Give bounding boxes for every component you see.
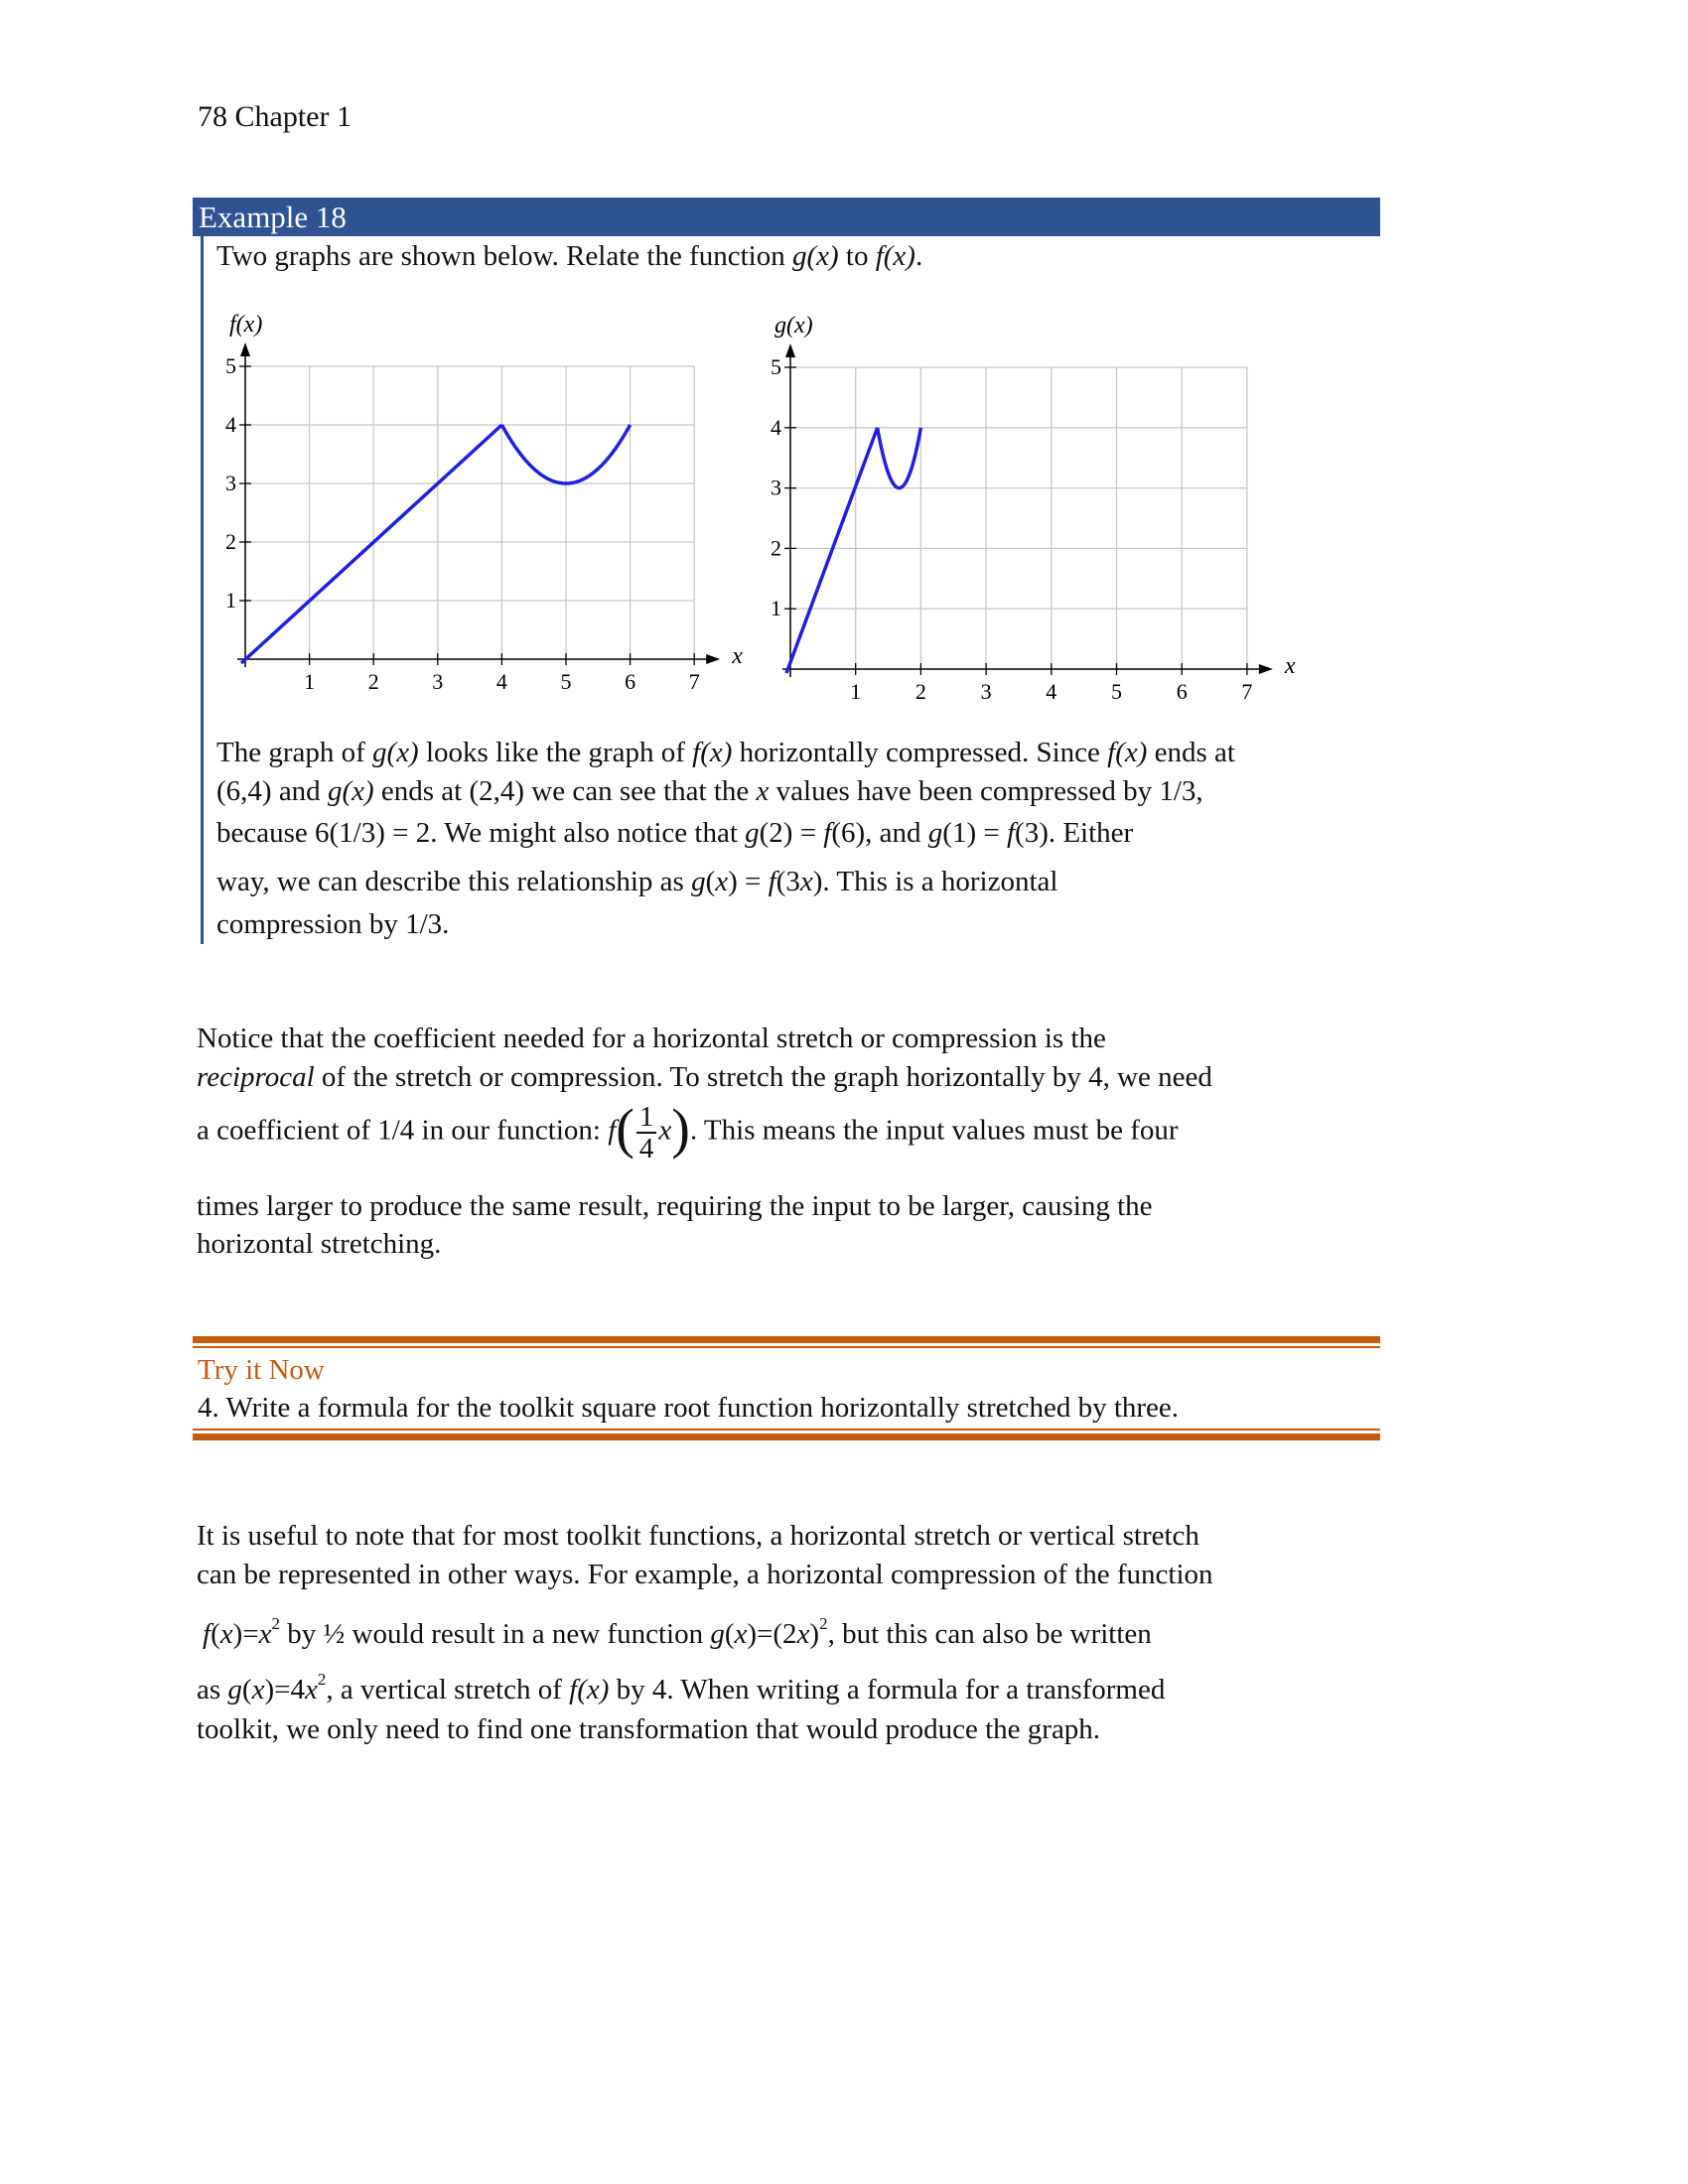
text-segment: )	[809, 1618, 820, 1650]
text-segment: f(x)	[1107, 737, 1148, 768]
x-tick-label: 2	[914, 679, 926, 704]
x-tick-label: 7	[1241, 679, 1253, 704]
y-axis-arrow-icon	[785, 343, 795, 357]
formula-f: f	[608, 1114, 617, 1147]
text-segment: reciprocal	[197, 1061, 315, 1093]
y-axis-label: f(x)	[229, 312, 263, 338]
y-tick-label: 2	[771, 535, 781, 561]
x-axis-label: x	[1284, 653, 1296, 679]
text-segment: f(x)	[875, 240, 915, 272]
text-segment: looks like the graph of	[418, 737, 693, 768]
text-segment: of the stretch or compression. To stretch the graph horizontally by 4, we need	[314, 1061, 1212, 1093]
y-tick-label: 4	[771, 414, 781, 440]
text-segment: x	[251, 1674, 265, 1706]
notice-line	[197, 1060, 1212, 1094]
x-tick-label: 6	[625, 669, 636, 694]
text-segment: ends at	[1147, 737, 1235, 768]
text-segment: It is useful to note that for most toolkit functions, a horizontal stretch or vertical stretch	[197, 1520, 1199, 1552]
try-it-bottom-bar	[193, 1433, 1380, 1440]
text-segment: x	[258, 1618, 272, 1650]
text-segment: )=	[232, 1618, 259, 1650]
notice-line	[197, 1189, 1153, 1223]
text-segment: x	[715, 866, 729, 897]
function-curve	[786, 428, 920, 673]
text-segment: x	[219, 1618, 233, 1650]
fraction	[636, 1102, 657, 1163]
x-tick-label: 7	[688, 669, 700, 694]
explanation-line	[216, 736, 1235, 769]
text-segment: because 6(1/3) = 2. We might also notice that	[216, 817, 746, 849]
numerator: 1	[636, 1102, 657, 1134]
page-header: 78 Chapter 1	[198, 100, 352, 133]
text-segment: compression by 1/3.	[216, 908, 450, 940]
text-segment: (	[724, 1618, 735, 1650]
explanation-line	[216, 816, 1133, 850]
text-segment: x	[799, 866, 813, 897]
text-segment: g	[227, 1674, 242, 1706]
text-segment: Notice that the coefficient needed for a horizontal stretch or compression is the	[197, 1023, 1106, 1054]
x-tick-label: 1	[850, 679, 862, 704]
text-segment: (6,4) and	[216, 775, 328, 807]
text-segment: horizontally compressed. Since	[732, 737, 1108, 768]
text-segment: , but this can also be written	[827, 1618, 1152, 1650]
example-left-border	[201, 236, 204, 944]
text-segment: g	[927, 817, 943, 849]
closing-line	[197, 1519, 1199, 1553]
x-tick-label: 1	[304, 669, 316, 694]
text-segment: times larger to produce the same result, requiring the input to be larger, causing the	[197, 1190, 1153, 1222]
text-segment: 2	[317, 1670, 327, 1689]
text-segment: f	[203, 1618, 211, 1650]
text-segment: f	[1006, 817, 1016, 849]
text-segment: horizontal stretching.	[197, 1228, 442, 1260]
x-axis-arrow-icon	[1259, 664, 1273, 674]
text-segment: values have been compressed by 1/3,	[769, 775, 1203, 807]
text-segment: g	[691, 866, 706, 897]
y-tick-label: 3	[225, 471, 236, 495]
text-segment: 2	[271, 1614, 280, 1633]
text-segment: (1) =	[942, 817, 1007, 849]
text-segment: toolkit, we only need to find one transformation that would produce the graph.	[197, 1713, 1101, 1745]
text-segment: g	[710, 1618, 725, 1650]
x-tick-label: 6	[1176, 679, 1188, 704]
closing-line	[197, 1712, 1100, 1746]
closing-line	[197, 1663, 1165, 1706]
try-it-top-rule	[193, 1346, 1380, 1348]
text-segment: (	[211, 1618, 220, 1650]
x-tick-label: 5	[560, 669, 572, 694]
notice-line	[197, 1022, 1106, 1055]
text-segment: by 4. When writing a formula for a transformed	[609, 1674, 1166, 1706]
explanation-line	[216, 907, 449, 941]
denominator: 4	[638, 1133, 654, 1164]
text-segment: The graph of	[216, 737, 373, 768]
text-segment: (3	[775, 866, 800, 897]
text-segment: f(x)	[569, 1674, 610, 1706]
x-tick-label: 4	[495, 669, 507, 694]
text-segment: way, we can describe this relationship as	[216, 866, 692, 897]
text-segment: )=(2	[747, 1618, 797, 1650]
text-segment: 2	[819, 1614, 828, 1633]
text-segment: , a vertical stretch of	[326, 1674, 570, 1706]
text-segment: g(x)	[327, 775, 374, 807]
x-axis-arrow-icon	[706, 654, 720, 664]
text-segment: (	[705, 866, 716, 897]
text-segment: .	[914, 240, 923, 272]
x-tick-label: 3	[980, 679, 992, 704]
text-segment: (2) =	[759, 817, 824, 849]
text-segment: f(x)	[692, 737, 733, 768]
y-tick-label: 3	[771, 475, 781, 500]
text-segment: to	[838, 240, 876, 272]
text-segment: g	[745, 817, 760, 849]
text-segment: g(x)	[372, 737, 419, 768]
text-segment: x	[756, 775, 770, 807]
text-segment: f	[823, 817, 832, 849]
text-segment: by ½ would result in a new function	[280, 1618, 711, 1650]
y-tick-label: 4	[225, 412, 236, 437]
y-axis-arrow-icon	[240, 342, 250, 356]
text-segment: g(x)	[791, 240, 839, 272]
text-segment: x	[796, 1618, 810, 1650]
y-tick-label: 5	[771, 354, 781, 379]
function-curve	[241, 425, 631, 663]
example-banner	[193, 198, 1380, 236]
y-tick-label: 1	[771, 596, 781, 621]
try-it-top-bar	[193, 1336, 1380, 1343]
text-segment: Two graphs are shown below. Relate the function	[216, 240, 792, 272]
y-tick-label: 1	[225, 588, 236, 613]
text-segment: x	[734, 1618, 748, 1650]
notice-text: a coefficient of 1/4 in our function:	[197, 1114, 609, 1147]
text-segment: ) =	[728, 866, 769, 897]
try-it-text: 4. Write a formula for the toolkit square root function horizontally stretched by three.	[198, 1392, 1180, 1424]
text-segment: (3). Either	[1015, 817, 1134, 849]
text-segment: f	[768, 866, 776, 897]
try-it-title: Try it Now	[198, 1354, 325, 1386]
x-tick-label: 4	[1046, 679, 1057, 704]
x-tick-label: 5	[1111, 679, 1122, 704]
closing-line	[203, 1607, 1152, 1651]
formula-x: x	[658, 1114, 672, 1147]
text-segment: can be represented in other ways. For example, a horizontal compression of the function	[197, 1559, 1213, 1590]
x-tick-label: 3	[432, 669, 444, 694]
text-segment: )=4	[264, 1674, 305, 1706]
y-tick-label: 5	[225, 353, 236, 378]
notice-line-formula: a coefficient of 1/4 in our function: f( $\frac{1}{4}$ x). This means the input values must be four	[197, 1098, 1179, 1164]
notice-line	[197, 1227, 441, 1261]
text-segment: ends at (2,4) we can see that the	[373, 775, 757, 807]
x-axis-label: x	[732, 643, 743, 669]
example-title: Example 18	[199, 200, 347, 234]
text-segment: (	[241, 1674, 252, 1706]
y-axis-label: g(x)	[774, 313, 813, 339]
explanation-line	[216, 774, 1203, 808]
text-segment: as	[197, 1674, 228, 1706]
y-tick-label: 2	[225, 529, 236, 554]
text-segment: (6), and	[831, 817, 928, 849]
notice-text: . This means the input values must be four	[689, 1114, 1179, 1147]
example-prompt	[216, 239, 922, 273]
text-segment: x	[304, 1674, 318, 1706]
explanation-line	[216, 865, 1057, 898]
text-segment: ). This is a horizontal	[812, 866, 1058, 897]
try-it-bottom-rule	[193, 1429, 1380, 1431]
x-tick-label: 2	[367, 669, 379, 694]
closing-line	[197, 1558, 1213, 1591]
